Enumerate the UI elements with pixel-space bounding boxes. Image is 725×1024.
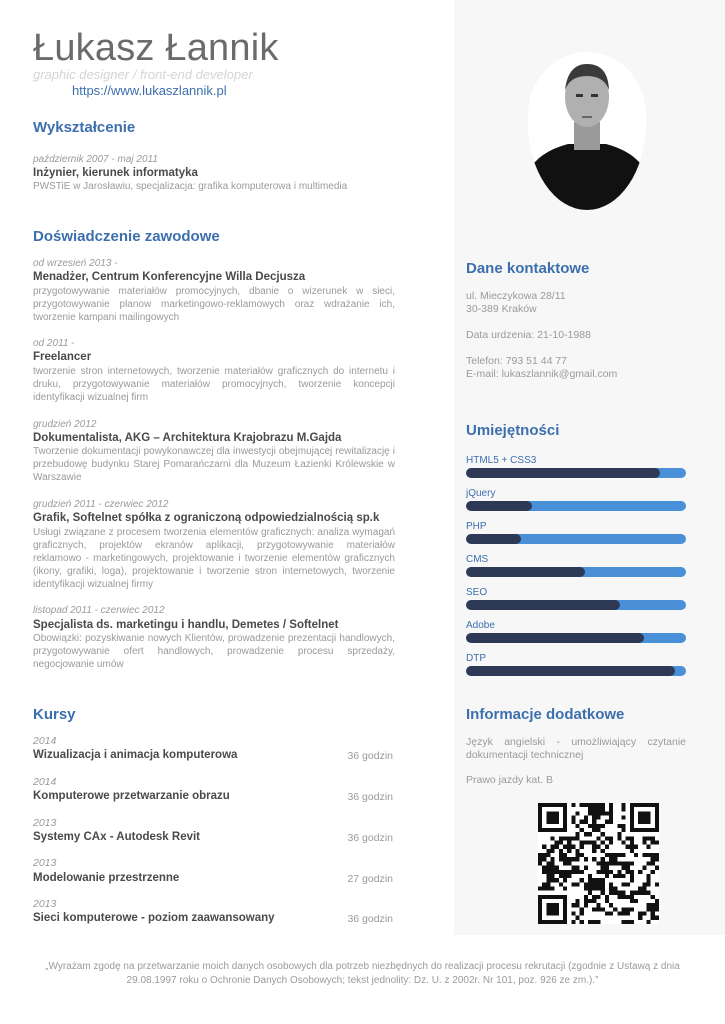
skill-bar: [466, 666, 686, 676]
course-year: 2013: [33, 857, 57, 869]
experience-date: grudzień 2012: [33, 419, 97, 430]
contact-birth: Data urdzenia: 21-10-1988: [466, 329, 591, 341]
contact-city: 30-389 Kraków: [466, 303, 537, 315]
contact-email[interactable]: E-mail: lukaszlannik@gmail.com: [466, 368, 618, 380]
skill-bar-fill: [466, 567, 585, 577]
skill-bar-fill: [466, 633, 644, 643]
course-hours: 36 godzin: [347, 791, 393, 803]
experience-date: od 2011 -: [33, 338, 75, 349]
course-hours: 36 godzin: [347, 750, 393, 762]
skill-label: jQuery: [466, 488, 496, 499]
course-hours: 36 godzin: [347, 913, 393, 925]
experience-date: listopad 2011 - czerwiec 2012: [33, 605, 165, 616]
experience-desc: Tworzenie dokumentacji powykonawczej dla inwestycji obejmującej rewitalizację i przebudowę budynku Starej Pomarańczarni dla Muzeum Łazienki Królewskie w Warszawie: [33, 446, 395, 483]
course-name: Systemy CAx - Autodesk Revit: [33, 831, 201, 843]
website-link[interactable]: https://www.lukaszlannik.pl: [72, 83, 227, 98]
experience-desc: przygotowywanie materiałów promocyjnych, dbanie o wizerunek w sieci, przygotowywanie planow marketingowo-reklamowych oraz wdrażanie ich, tworzenie kampani mailingowych: [33, 286, 395, 323]
experience-date: grudzień 2011 - czerwiec 2012: [33, 499, 169, 510]
skill-bar: [466, 600, 686, 610]
course-name: Komputerowe przetwarzanie obrazu: [33, 790, 230, 802]
additional-title: Informacje dodatkowe: [466, 706, 625, 723]
course-year: 2013: [33, 898, 57, 910]
education-desc: PWSTiE w Jarosławiu, specjalizacja: grafika komputerowa i multimedia: [33, 181, 348, 192]
skill-label: PHP: [466, 521, 487, 532]
course-year: 2014: [33, 776, 57, 788]
course-year: 2013: [33, 817, 57, 829]
skill-bar-fill: [466, 468, 660, 478]
education-head: Inżynier, kierunek informatyka: [33, 167, 198, 179]
skill-label: Adobe: [466, 620, 495, 631]
course-name: Sieci komputerowe - poziom zaawansowany: [33, 912, 275, 924]
skill-bar: [466, 501, 686, 511]
skills-title: Umiejętności: [466, 422, 560, 439]
education-date: październik 2007 - maj 2011: [33, 154, 158, 165]
experience-head: Grafik, Softelnet spółka z ograniczoną odpowiedzialnością sp.k: [33, 512, 380, 524]
skill-label: HTML5 + CSS3: [466, 455, 537, 466]
experience-title: Doświadczenie zawodowe: [33, 228, 220, 245]
course-hours: 27 godzin: [347, 873, 393, 885]
contact-street: ul. Mieczykowa 28/11: [466, 290, 566, 302]
course-hours: 36 godzin: [347, 832, 393, 844]
education-title: Wykształcenie: [33, 119, 136, 136]
contact-phone: Telefon: 793 51 44 77: [466, 355, 568, 367]
skill-label: SEO: [466, 587, 488, 598]
additional-license: Prawo jazdy kat. B: [466, 774, 553, 786]
skill-bar: [466, 633, 686, 643]
experience-head: Dokumentalista, AKG – Architektura Krajobrazu M.Gajda: [33, 432, 342, 444]
course-year: 2014: [33, 735, 57, 747]
skill-label: DTP: [466, 653, 486, 664]
experience-desc: tworzenie stron internetowych, tworzenie materiałów graficznych do internetu i druku, przygotowywanie materiałów promocyjnych, tworzenie koncepcji identyfikacji wizualnej firm: [33, 366, 395, 403]
skill-bar-fill: [466, 534, 521, 544]
skill-bar: [466, 468, 686, 478]
experience-head: Menadżer, Centrum Konferencyjne Willa Decjusza: [33, 271, 306, 283]
data-consent-clause: „Wyrażam zgodę na przetwarzanie moich danych osobowych dla potrzeb niezbędnych do realizacji procesu rekrutacji (zgodnie z Ustawą z dnia 29.08.1997 roku o Ochronie Danych Osobowych; tekst jednolity: Dz. U. z 2002r. Nr 101, poz. 926 ze zm.).”: [45, 961, 680, 986]
experience-desc: Usługi związane z procesem tworzenia elementów graficznych: analiza wymagań graficznych, projektów ekranów aplikacji, przygotowywanie materiałów reklamowo - marketingowych, projektowanie i tworzenie elementów graficznych (ikony, grafiki, loga), projektowanie i tworzenie stron internetowych, tworzenie identyfikacji wizualnej firmy: [33, 527, 395, 590]
experience-date: od wrzesień 2013 -: [33, 258, 118, 269]
course-name: Modelowanie przestrzenne: [33, 872, 180, 884]
skill-bar: [466, 534, 686, 544]
qr-code: [538, 803, 659, 924]
experience-desc: Obowiązki: pozyskiwanie nowych Klientów, prowadzenie prezentacji handlowych, przygotowywanie ofert handlowych, prowadzenie procesu sprzedaży, negocjowanie umów: [33, 633, 395, 670]
person-role: graphic designer / front-end developer: [33, 67, 253, 82]
skill-bar-fill: [466, 501, 532, 511]
course-name: Wizualizacja i animacja komputerowa: [33, 749, 238, 761]
skill-bar-fill: [466, 600, 620, 610]
skill-bar-fill: [466, 666, 675, 676]
person-name: Łukasz Łannik: [33, 27, 279, 69]
experience-head: Specjalista ds. marketingu i handlu, Demetes / Softelnet: [33, 619, 339, 631]
skill-bar: [466, 567, 686, 577]
additional-languages: Język angielski - umożliwiający czytanie dokumentacji technicznej: [466, 736, 686, 761]
skill-label: CMS: [466, 554, 489, 565]
experience-head: Freelancer: [33, 351, 92, 363]
contact-title: Dane kontaktowe: [466, 260, 590, 277]
courses-title: Kursy: [33, 706, 76, 723]
